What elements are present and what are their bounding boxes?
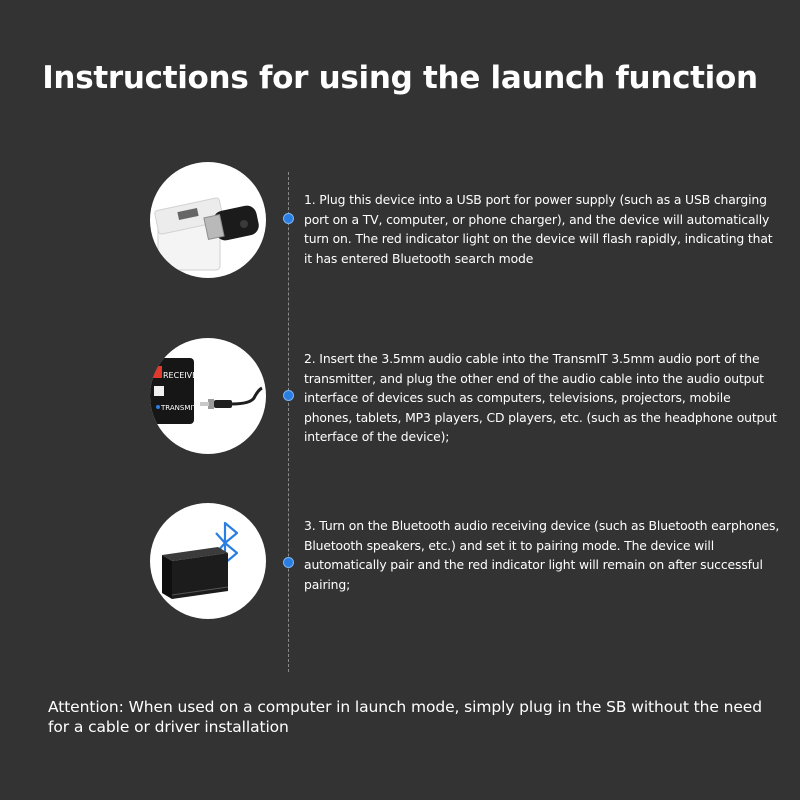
usb-plug-icon bbox=[150, 162, 266, 278]
step-3-text: 3. Turn on the Bluetooth audio receiving device (such as Bluetooth earphones, Bluetooth speakers, etc.) and set it to pairing mode. The device will automatically pair and the red indicator light will remain on after successful pairing; bbox=[304, 518, 780, 592]
step-1-image bbox=[150, 162, 266, 278]
step-3-dot bbox=[283, 557, 294, 568]
step-1-text: 1. Plug this device into a USB port for power supply (such as a USB charging port on a TV, computer, or phone charger), and the device will automatically turn on. The red indicator light on the device will flash rapidly, indicating that it has entered Bluetooth search mode bbox=[304, 192, 773, 266]
attention-note: Attention: When used on a computer in launch mode, simply plug in the SB without the need for a cable or driver installation bbox=[48, 698, 762, 736]
page-title: Instructions for using the launch function bbox=[42, 60, 758, 96]
transmit-label: TRANSMIT bbox=[161, 404, 197, 412]
bluetooth-speaker-icon bbox=[150, 503, 266, 619]
timeline-line bbox=[288, 172, 289, 672]
step-3-image bbox=[150, 503, 266, 619]
step-1-dot bbox=[283, 213, 294, 224]
step-2-text: 2. Insert the 3.5mm audio cable into the TransmIT 3.5mm audio port of the transmitter, and plug the other end of the audio cable into the audio output interface of devices such as computers, televisions, projectors, mobile phones, tablets, MP3 players, CD players, etc. (such as the headphone output interface of the device); bbox=[304, 351, 777, 445]
receive-label: RECEIVE bbox=[163, 371, 198, 380]
audio-jack-icon bbox=[150, 338, 266, 454]
step-2-image bbox=[150, 338, 266, 454]
step-2-dot bbox=[283, 390, 294, 401]
